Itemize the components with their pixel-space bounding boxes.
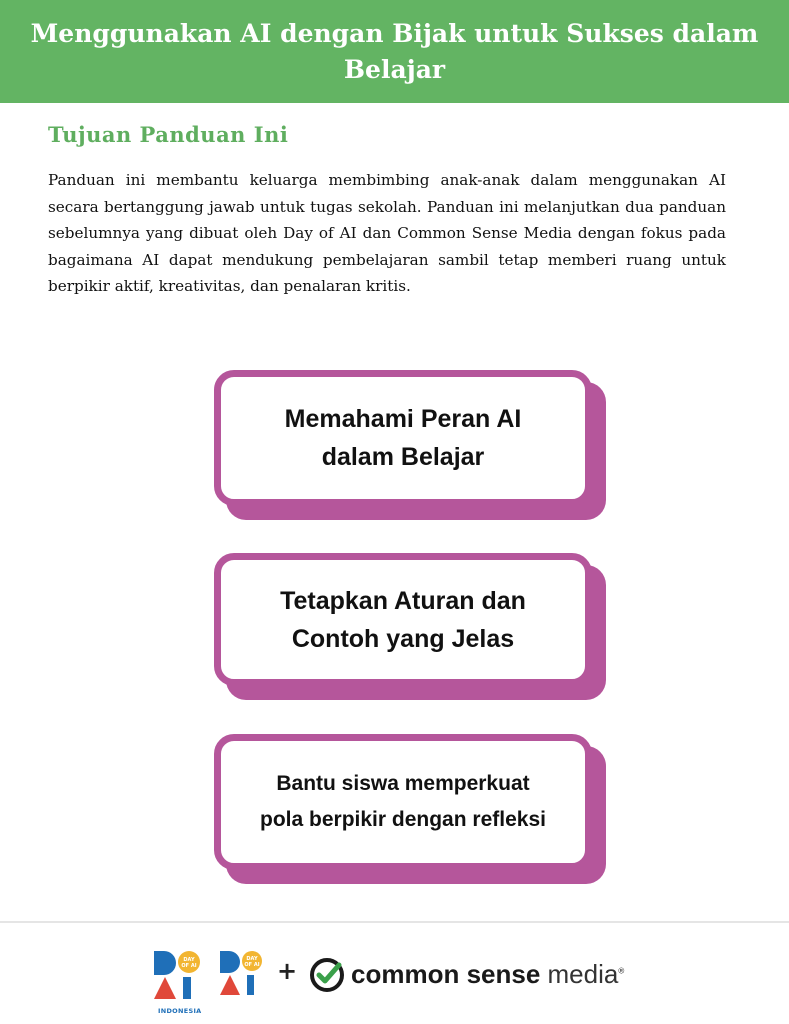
logo-i-shape	[247, 975, 254, 995]
intro-paragraph: Panduan ini membantu keluarga membimbing anak-anak dalam menggunakan AI secara bertanggung jawab untuk tugas sekolah. Panduan ini melanjutkan dua panduan sebelumnya yang dibuat oleh Day of AI dan Common Sense Media dengan fokus pada bagaimana AI dapat mendukung pembelajaran sambil tetap memberi ruang untuk berpikir aktif, kreativitas, dan penalaran kritis.	[48, 171, 726, 296]
card-line: dalam Belajar	[321, 443, 485, 471]
card-line: pola berpikir dengan refleksi	[260, 808, 546, 831]
logo-label: INDONESIA	[158, 1007, 202, 1015]
card-text	[260, 766, 546, 838]
card-line: Tetapkan Aturan dan	[280, 586, 526, 615]
day-of-ai-logo	[220, 951, 266, 1001]
card-reflection	[214, 734, 604, 882]
logo-d-shape	[154, 951, 176, 975]
registered-mark: ®	[618, 966, 625, 976]
card-line: Bantu siswa memperkuat	[276, 772, 530, 795]
logo-tag: DAY OF AI	[181, 957, 197, 969]
logo-a-shape	[220, 975, 240, 995]
card-body	[214, 734, 592, 870]
card-text	[280, 582, 526, 658]
footer-divider	[0, 921, 789, 923]
check-circle-icon	[308, 956, 346, 994]
logo-a-shape	[154, 977, 176, 999]
csm-bold-text: common sense	[351, 959, 541, 989]
page-header	[0, 0, 789, 103]
card-line: Memahami Peran AI	[284, 405, 522, 433]
card-body	[214, 370, 592, 506]
section-title: Tujuan Panduan Ini	[48, 122, 289, 147]
card-set-rules	[214, 553, 604, 698]
card-text	[285, 400, 522, 476]
card-understand-ai-role	[214, 370, 604, 518]
csm-light-text: media	[540, 959, 619, 989]
common-sense-media-wordmark	[351, 959, 624, 990]
logo-d-shape	[220, 951, 240, 973]
logo-tag: DAY OF AI	[244, 956, 260, 968]
page-title: Menggunakan AI dengan Bijak untuk Sukses dalam Belajar	[30, 18, 759, 84]
plus-sign: +	[277, 957, 298, 985]
card-line: Contoh yang Jelas	[291, 624, 515, 653]
logo-i-shape	[183, 977, 191, 999]
footer-logos	[150, 945, 650, 1015]
card-body	[214, 553, 592, 686]
day-of-ai-indonesia-logo	[154, 951, 204, 1017]
